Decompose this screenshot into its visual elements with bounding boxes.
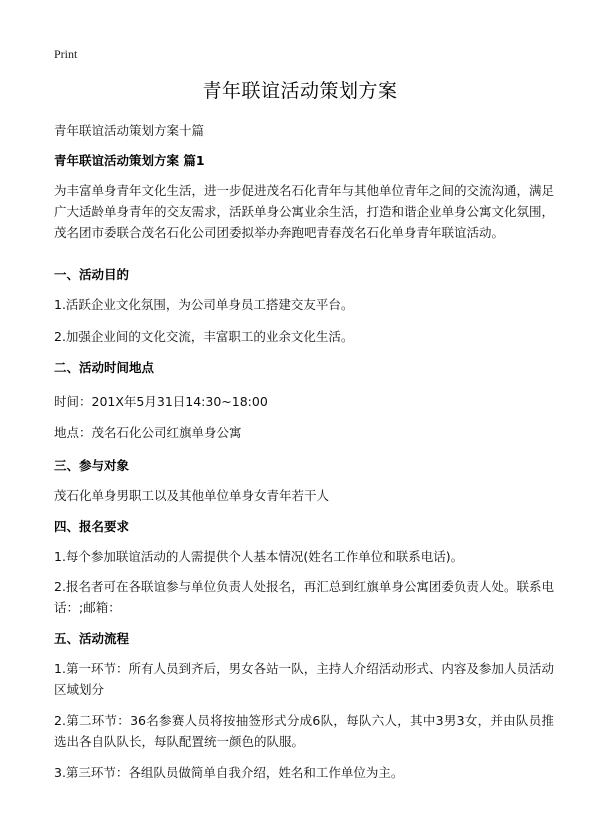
print-link[interactable]: Print <box>54 47 78 61</box>
section-heading-registration: 四、报名要求 <box>54 519 130 534</box>
event-place: 地点：茂名石化公司红旗单身公寓 <box>54 425 242 440</box>
registration-item: 1.每个参加联谊活动的人需提供个人基本情况(姓名工作单位和联系电话)。 <box>54 549 464 564</box>
purpose-item: 2.加强企业间的文化交流，丰富职工的业余文化生活。 <box>54 329 354 344</box>
page-title: 青年联谊活动策划方案 <box>202 80 398 102</box>
section-heading-participants: 三、参与对象 <box>54 458 130 473</box>
section-heading-purpose: 一、活动目的 <box>54 267 130 282</box>
process-item: 1.第一环节：所有人员到齐后，男女各站一队，主持人介绍活动形式、内容及参加人员活动区域划分 <box>54 661 554 697</box>
purpose-item: 1.活跃企业文化氛围，为公司单身员工搭建交友平台。 <box>54 297 354 312</box>
process-item: 3.第三环节：各组队员做简单自我介绍，姓名和工作单位为主。 <box>54 765 404 780</box>
event-time: 时间：201X年5月31日14:30~18:00 <box>54 394 268 409</box>
document-subtitle: 青年联谊活动策划方案十篇 <box>54 123 205 138</box>
participants-text: 茂石化单身男职工以及其他单位单身女青年若干人 <box>54 488 330 503</box>
process-item: 2.第二环节：36名参赛人员将按抽签形式分成6队，每队六人，其中3男3女，并由队员推选出各自队队长，每队配置统一颜色的队服。 <box>54 713 554 749</box>
article-heading: 青年联谊活动策划方案 篇1 <box>54 153 205 168</box>
section-heading-time-place: 二、活动时间地点 <box>54 360 155 375</box>
registration-item: 2.报名者可在各联谊参与单位负责人处报名，再汇总到红旗单身公寓团委负责人处。联系电话：;邮箱： <box>54 579 554 615</box>
section-heading-process: 五、活动流程 <box>54 631 130 646</box>
intro-paragraph: 为丰富单身青年文化生活，进一步促进茂名石化青年与其他单位青年之间的交流沟通，满足广大适龄单身青年的交友需求，活跃单身公寓业余生活，打造和谐企业单身公寓文化氛围，茂名团市委联合茂名石化公司团委拟举办奔跑吧青春茂名石化单身青年联谊活动。 <box>54 183 555 240</box>
